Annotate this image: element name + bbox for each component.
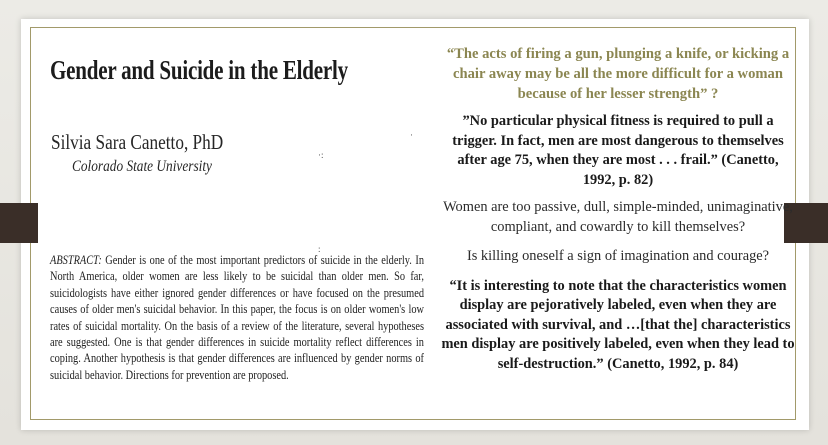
scan-speck: ·: [318, 150, 324, 160]
question-women-passive: Women are too passive, dull, simple-minded, unimaginative, compliant, and cowardly to kill themselves? [443, 199, 793, 235]
question-imagination: Is killing oneself a sign of imagination and courage? [466, 248, 770, 264]
abstract-text: Gender is one of the most important predictors of suicide in the elderly. In North America, older women are less likely to be suicidal than older men. So far, suicidologists have either ignored gender differences or have focused on the presumed causes of older men's suicidal behavior. In this paper, the focus is on older women's low rates of suicidal mortality. On the basis of a review of the literature, several hypotheses are suggested. One is that gender differences in suicide mortality reflect differences in coping. Another hypothesis is that gender differences are influenced by gender norms of suicidal behavior. Directions for prevention are proposed. [50, 253, 424, 382]
quote-physical-fitness: ”No particular physical fitness is required to pull a trigger. In fact, men are most dangerous to themselves after age 75, when they are most . . . frail.” (Canetto, 1992, p. 82) [452, 113, 784, 188]
paper-affiliation: Colorado State University [72, 158, 212, 175]
paper-author: Silvia Sara Canetto, PhD [51, 130, 224, 154]
paper-abstract [50, 252, 424, 383]
abstract-label: ABSTRACT: [50, 253, 102, 267]
left-accent-bar [0, 203, 38, 243]
scan-speck: : [318, 244, 321, 254]
quote-strength: “The acts of firing a gun, plunging a knife, or kicking a chair away may be all the more difficult for a woman because of her lesser strength” ? [446, 46, 790, 102]
commentary-column [440, 44, 796, 374]
scan-speck: · [410, 130, 413, 140]
quote-characteristics: “It is interesting to note that the characteristics women display are pejoratively labeled, even when they are associated with survival, and …[that the] characteristics men display are positively labeled, even when they lead to self-destruction.” (Canetto, 1992, p. 84) [441, 277, 795, 372]
paper-title: Gender and Suicide in the Elderly [50, 55, 348, 85]
